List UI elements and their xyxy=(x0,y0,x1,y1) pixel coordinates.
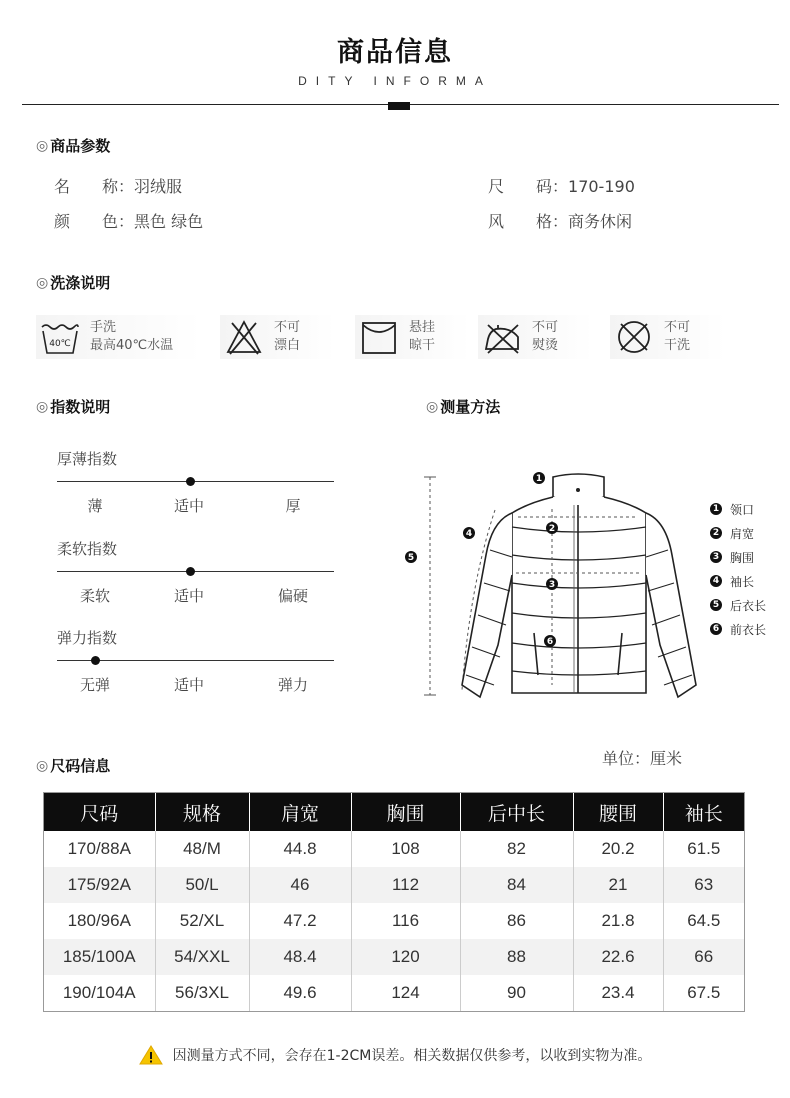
softness-option-soft: 柔软 xyxy=(79,587,110,605)
section-bullet-icon: ◎ xyxy=(36,274,49,291)
column-header: 肩宽 xyxy=(249,793,351,831)
softness-option-hard: 偏硬 xyxy=(277,587,308,605)
param-size-value: 170-190 xyxy=(568,177,635,196)
section-wash-label: 洗涤说明 xyxy=(50,274,111,292)
legend-item-back-length: 5 后衣长 xyxy=(710,593,766,617)
table-cell: 175/92A xyxy=(44,867,155,903)
column-header: 袖长 xyxy=(663,793,744,831)
table-cell: 63 xyxy=(663,867,744,903)
legend-item-front-length: 6 前衣长 xyxy=(710,617,766,641)
thickness-option-medium: 适中 xyxy=(173,497,204,515)
table-row xyxy=(44,939,744,975)
param-style xyxy=(488,209,632,232)
softness-scale-line xyxy=(57,571,334,572)
wash-item-hand-wash xyxy=(36,315,201,359)
table-cell: 88 xyxy=(460,939,573,975)
column-header: 腰围 xyxy=(573,793,663,831)
svg-text:40℃: 40℃ xyxy=(49,339,71,349)
no-bleach-icon xyxy=(220,315,268,359)
table-cell: 47.2 xyxy=(249,903,351,939)
table-cell: 86 xyxy=(460,903,573,939)
table-cell: 46 xyxy=(249,867,351,903)
thickness-marker xyxy=(186,477,195,486)
wash-item-hang-dry xyxy=(355,315,470,359)
table-cell: 170/88A xyxy=(67,839,131,858)
svg-text:3: 3 xyxy=(548,580,556,590)
table-cell: 90 xyxy=(460,975,573,1011)
table-cell: 22.6 xyxy=(573,939,663,975)
elasticity-label: 弹力指数 xyxy=(57,629,118,647)
section-wash-heading xyxy=(36,272,110,293)
table-cell: 48.4 xyxy=(249,939,351,975)
wash-item-no-dry-clean xyxy=(610,315,725,359)
no-dry-clean-icon xyxy=(610,315,658,359)
size-table xyxy=(43,792,745,1012)
wash-item-no-bleach xyxy=(220,315,335,359)
table-row xyxy=(44,831,744,867)
elasticity-option-medium: 适中 xyxy=(173,676,204,694)
softness-option-medium: 适中 xyxy=(173,587,204,605)
svg-text:5: 5 xyxy=(407,553,415,563)
svg-text:4: 4 xyxy=(465,529,473,539)
table-cell: 124 xyxy=(351,975,460,1011)
section-bullet-icon: ◎ xyxy=(36,398,49,415)
column-header: 胸围 xyxy=(351,793,460,831)
thickness-scale-line xyxy=(57,481,334,482)
table-cell: 44.8 xyxy=(249,831,351,867)
wash-hand-wash-text: 手洗 最高40℃水温 xyxy=(90,320,174,353)
table-cell: 185/100A xyxy=(44,939,155,975)
table-cell: 67.5 xyxy=(663,975,744,1011)
elasticity-option-none: 无弹 xyxy=(79,676,110,694)
measurement-notice xyxy=(0,1045,790,1065)
section-measure-label: 测量方法 xyxy=(440,398,501,416)
param-size xyxy=(488,174,635,197)
section-index-label: 指数说明 xyxy=(50,398,111,416)
measure-legend xyxy=(710,497,766,641)
thickness-option-thin: 薄 xyxy=(87,497,103,515)
table-cell: 21 xyxy=(573,867,663,903)
table-cell: 120 xyxy=(351,939,460,975)
param-color xyxy=(54,209,203,232)
param-style-key: 风 格： xyxy=(488,212,569,231)
hand-wash-icon xyxy=(36,315,84,359)
elasticity-marker xyxy=(91,656,100,665)
size-unit: 单位：厘米 xyxy=(602,749,683,768)
table-cell: 108 xyxy=(351,831,460,867)
svg-text:1: 1 xyxy=(535,474,543,484)
hang-dry-icon xyxy=(355,315,403,359)
softness-label: 柔软指数 xyxy=(57,540,118,558)
param-style-value: 商务休闲 xyxy=(568,212,633,231)
table-cell: 20.2 xyxy=(573,831,663,867)
table-cell: 50/L xyxy=(155,867,249,903)
wash-item-no-iron xyxy=(478,315,593,359)
softness-marker xyxy=(186,567,195,576)
page-subtitle: DITY INFORMA xyxy=(298,74,492,88)
wash-no-dry-clean-text: 不可 干洗 xyxy=(664,320,691,353)
column-header: 后中长 xyxy=(460,793,573,831)
thickness-label: 厚薄指数 xyxy=(57,450,118,468)
warning-icon xyxy=(139,1045,163,1065)
table-cell: 48/M xyxy=(155,831,249,867)
param-color-value: 黑色 绿色 xyxy=(134,212,204,231)
thickness-option-thick: 厚 xyxy=(285,497,301,515)
param-color-key: 颜 色： xyxy=(54,212,135,231)
table-cell: 116 xyxy=(351,903,460,939)
section-measure-heading xyxy=(426,396,500,417)
legend-item-chest: 3 胸围 xyxy=(710,545,766,569)
wash-no-iron-text: 不可 熨烫 xyxy=(532,320,559,353)
elasticity-option-stretch: 弹力 xyxy=(277,676,308,694)
svg-text:2: 2 xyxy=(548,524,556,534)
title-divider-mark xyxy=(388,102,410,110)
wash-hang-dry-text: 悬挂 晾干 xyxy=(409,320,436,353)
section-index-heading xyxy=(36,396,110,417)
wash-no-bleach-text: 不可 漂白 xyxy=(274,320,301,353)
column-header: 规格 xyxy=(155,793,249,831)
legend-item-sleeve: 4 袖长 xyxy=(710,569,766,593)
page-title: 商品信息 xyxy=(337,37,453,68)
param-name xyxy=(54,174,182,197)
table-cell: 21.8 xyxy=(573,903,663,939)
table-cell: 61.5 xyxy=(663,831,744,867)
svg-text:6: 6 xyxy=(546,637,554,647)
section-bullet-icon: ◎ xyxy=(36,137,49,154)
size-table-header xyxy=(44,793,744,831)
table-cell: 54/XXL xyxy=(155,939,249,975)
section-bullet-icon: ◎ xyxy=(36,757,49,774)
legend-item-shoulder: 2 肩宽 xyxy=(710,521,766,545)
table-cell: 190/104A xyxy=(62,983,136,1002)
table-cell: 23.4 xyxy=(573,975,663,1011)
section-params-label: 商品参数 xyxy=(50,137,111,155)
notice-text: 因测量方式不同，会存在1-2CM误差。相关数据仅供参考，以收到实物为准。 xyxy=(172,1048,652,1064)
param-name-value: 羽绒服 xyxy=(134,177,183,196)
param-name-key: 名 称： xyxy=(54,177,135,196)
section-size-heading xyxy=(36,755,110,776)
column-header: 尺码 xyxy=(44,793,155,831)
table-cell: 56/3XL xyxy=(155,975,249,1011)
param-size-key: 尺 码： xyxy=(488,177,569,196)
table-row xyxy=(44,867,744,903)
table-cell: 66 xyxy=(663,939,744,975)
table-cell: 82 xyxy=(460,831,573,867)
table-row xyxy=(44,975,744,1011)
table-row xyxy=(44,903,744,939)
legend-item-neck: 1 领口 xyxy=(710,497,766,521)
jacket-diagram xyxy=(400,465,710,715)
no-iron-icon xyxy=(478,315,526,359)
table-cell: 180/96A xyxy=(67,911,131,930)
table-cell: 64.5 xyxy=(663,903,744,939)
table-cell: 84 xyxy=(460,867,573,903)
section-bullet-icon: ◎ xyxy=(426,398,439,415)
table-cell: 52/XL xyxy=(155,903,249,939)
section-size-label: 尺码信息 xyxy=(50,757,111,775)
table-cell: 49.6 xyxy=(249,975,351,1011)
section-params-heading xyxy=(36,135,110,156)
table-cell: 112 xyxy=(351,867,460,903)
